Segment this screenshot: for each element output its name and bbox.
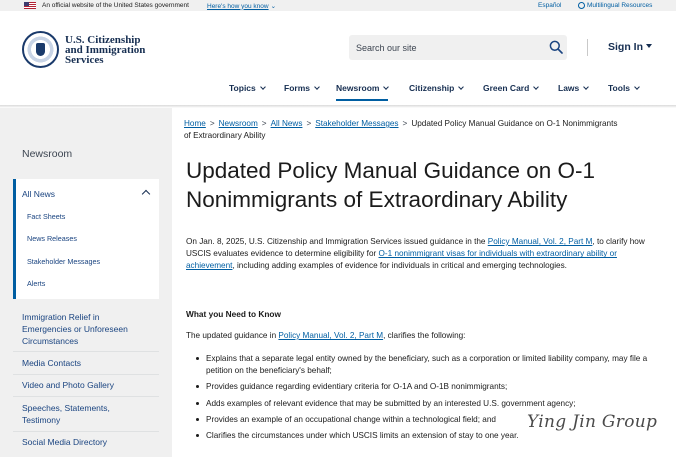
sidebar-item-alerts[interactable]: Alerts	[27, 279, 46, 288]
nav-citizenship[interactable]	[409, 83, 463, 101]
nav-newsroom-label: Newsroom	[336, 83, 380, 93]
intro-paragraph	[186, 236, 656, 273]
uscis-seal-logo[interactable]	[22, 31, 59, 68]
policy-manual-link[interactable]: Policy Manual, Vol. 2, Part M	[487, 237, 593, 246]
logo-line-1: U.S. Citizenship	[65, 34, 141, 46]
sidebar-divider	[13, 374, 159, 375]
sidebar-divider	[13, 351, 159, 352]
page-title: Updated Policy Manual Guidance on O-1 Nonimmigrants of Extraordinary Ability	[186, 158, 595, 212]
nav-newsroom[interactable]	[336, 83, 388, 101]
sidebar-divider	[13, 431, 159, 432]
uscis-logo-text[interactable]	[65, 35, 145, 65]
sidebar-item-speeches[interactable]: Speeches, Statements, Testimony	[22, 403, 110, 425]
sidebar-item-all-news[interactable]: All News	[22, 189, 56, 199]
sidebar-item-immigration-relief[interactable]: Immigration Relief in Emergencies or Unforeseen Circumstances	[22, 312, 128, 346]
us-flag-icon	[24, 2, 36, 9]
breadcrumb-separator: >	[402, 119, 408, 128]
intro-text-3: , including adding examples of evidence for individuals in critical and emerging technologies.	[232, 261, 567, 271]
how-you-know-link[interactable]	[207, 2, 276, 10]
list-item: Adds examples of relevant evidence that may be submitted by an interested U.S. government agency;	[196, 398, 656, 410]
multilingual-resources-link[interactable]: Multilingual Resources	[587, 1, 653, 9]
sidebar-item-news-releases[interactable]: News Releases	[27, 234, 77, 243]
sidebar-item-stakeholder-messages[interactable]: Stakeholder Messages	[27, 257, 101, 266]
chevron-down-icon	[583, 84, 589, 90]
chevron-down-icon	[384, 84, 390, 90]
nav-forms-label: Forms	[284, 83, 310, 93]
logo-line-2: and Immigration	[65, 44, 146, 56]
espanol-link[interactable]: Español	[538, 1, 562, 9]
sidebar-item-social-media[interactable]: Social Media Directory	[22, 437, 108, 447]
header-divider	[587, 39, 588, 56]
chevron-down-icon: ⌄	[270, 2, 277, 10]
breadcrumb-separator: >	[261, 119, 267, 128]
search-input[interactable]	[349, 35, 539, 60]
chevron-down-icon	[314, 84, 320, 90]
need-to-know-heading: What you Need to Know	[186, 309, 281, 319]
breadcrumb-all-news[interactable]: All News	[270, 119, 303, 128]
globe-icon	[578, 2, 585, 9]
nav-forms[interactable]	[284, 83, 319, 101]
main-nav	[0, 78, 676, 105]
sidebar-item-fact-sheets[interactable]: Fact Sheets	[27, 212, 66, 221]
chevron-down-icon	[634, 84, 640, 90]
sidebar-divider	[13, 396, 159, 397]
breadcrumb	[184, 118, 624, 141]
logo-line-3: Services	[65, 54, 104, 66]
lead-text-2: , clarifies the following:	[383, 331, 466, 340]
nav-green-card-label: Green Card	[483, 83, 530, 93]
lead-paragraph	[186, 331, 656, 340]
intro-text-1: On Jan. 8, 2025, U.S. Citizenship and Immigration Services issued guidance in the	[186, 237, 488, 246]
list-item: Provides guidance regarding evidentiary criteria for O-1A and O-1B nonimmigrants;	[196, 381, 656, 393]
chevron-down-icon	[459, 84, 465, 90]
nav-laws-label: Laws	[558, 83, 580, 93]
chevron-down-icon	[533, 84, 539, 90]
sign-in-button[interactable]	[608, 41, 652, 53]
breadcrumb-separator: >	[209, 119, 215, 128]
lead-text-1: The updated guidance in	[186, 331, 279, 340]
breadcrumb-stakeholder-messages[interactable]: Stakeholder Messages	[315, 119, 399, 128]
guidance-list	[196, 353, 656, 446]
list-item: Provides an example of an occupational change within a technological field; and	[196, 414, 656, 426]
watermark: Ying Jin Group	[527, 412, 658, 432]
sidebar-item-video-photo-gallery[interactable]: Video and Photo Gallery	[22, 380, 114, 390]
chevron-down-icon	[260, 84, 266, 90]
gov-banner	[0, 0, 676, 11]
nav-citizenship-label: Citizenship	[409, 83, 455, 93]
list-item: Clarifies the circumstances under which USCIS limits an extension of stay to one year.	[196, 430, 656, 442]
breadcrumb-current: Updated Policy Manual Guidance on O-1 Nonimmigrants of Extraordinary Ability	[184, 119, 618, 140]
search-box	[349, 35, 567, 60]
nav-laws[interactable]	[558, 83, 588, 101]
how-you-know-label: Here's how you know	[207, 2, 269, 10]
breadcrumb-separator: >	[306, 119, 312, 128]
breadcrumb-home[interactable]: Home	[184, 119, 206, 128]
intro-text-2: , to clarify how USCIS evaluates evidence to determine eligibility for	[186, 237, 645, 259]
nav-topics-label: Topics	[229, 83, 256, 93]
search-icon[interactable]	[549, 40, 563, 54]
sidebar-title: Newsroom	[22, 148, 73, 160]
official-website-text: An official website of the United States government	[42, 1, 189, 9]
nav-topics[interactable]	[229, 83, 265, 101]
caret-down-icon	[646, 44, 652, 48]
sign-in-label: Sign In	[608, 41, 643, 53]
nav-tools-label: Tools	[608, 83, 631, 93]
breadcrumb-newsroom[interactable]: Newsroom	[218, 119, 258, 128]
nav-tools[interactable]	[608, 83, 639, 101]
policy-manual-link-2[interactable]: Policy Manual, Vol. 2, Part M	[278, 331, 384, 340]
nav-green-card[interactable]	[483, 83, 538, 101]
sidebar-item-media-contacts[interactable]: Media Contacts	[22, 358, 82, 368]
o1-visas-link[interactable]: O-1 nonimmigrant visas for individuals with extraordinary ability or achievement	[186, 249, 617, 271]
list-item: Explains that a separate legal entity owned by the beneficiary, such as a corporation or limited liability company, may file a petition on the beneficiary's behalf;	[196, 353, 656, 377]
